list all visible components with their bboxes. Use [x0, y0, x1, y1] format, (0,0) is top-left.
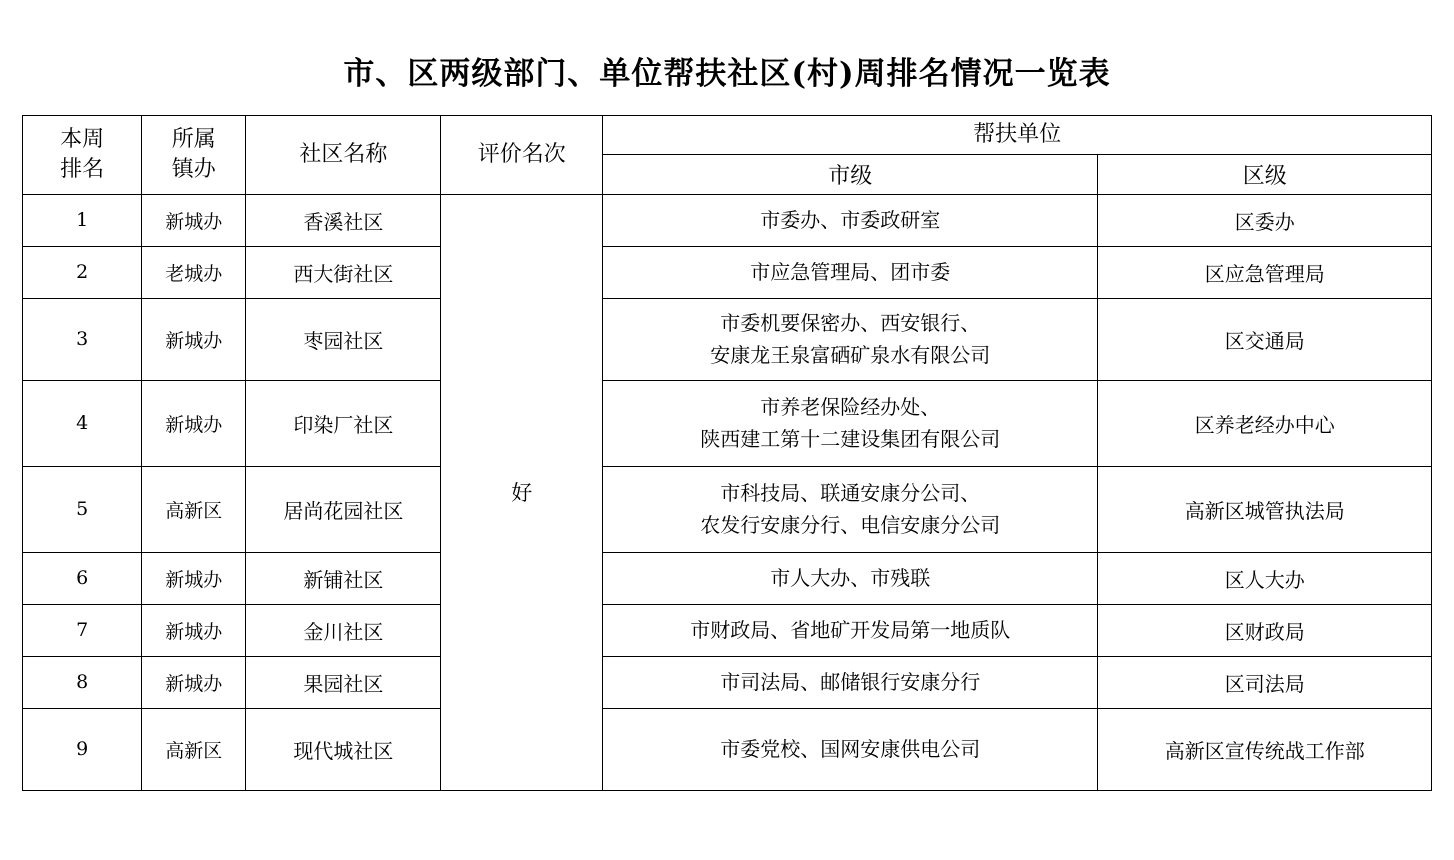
table-row — [23, 552, 1432, 604]
header-evaluation: 评价名次 — [441, 116, 603, 195]
cell-district-unit: 高新区宣传统战工作部 — [1098, 708, 1432, 790]
table-row — [23, 246, 1432, 298]
cell-city-units — [603, 466, 1098, 552]
cell-city-line: 市委办、市委政研室 — [760, 208, 941, 233]
cell-district-unit: 区养老经办中心 — [1098, 380, 1432, 466]
cell-city-line: 市委党校、国网安康供电公司 — [720, 737, 981, 762]
cell-rank: 8 — [23, 656, 142, 708]
cell-district-unit: 区人大办 — [1098, 552, 1432, 604]
cell-rank: 6 — [23, 552, 142, 604]
cell-rank: 4 — [23, 380, 142, 466]
cell-town: 新城办 — [142, 298, 246, 380]
cell-town: 新城办 — [142, 656, 246, 708]
cell-district-unit: 区财政局 — [1098, 604, 1432, 656]
cell-town: 老城办 — [142, 246, 246, 298]
header-rank — [23, 116, 142, 195]
cell-city-units — [603, 246, 1098, 298]
cell-town: 新城办 — [142, 380, 246, 466]
table-row — [23, 380, 1432, 466]
cell-city-line: 市司法局、邮储银行安康分行 — [720, 670, 981, 695]
cell-town: 新城办 — [142, 604, 246, 656]
cell-community: 香溪社区 — [246, 194, 441, 246]
cell-city-line: 陕西建工第十二建设集团有限公司 — [700, 427, 1001, 452]
ranking-table — [22, 115, 1432, 791]
cell-city-line: 市应急管理局、团市委 — [750, 260, 951, 285]
table-header-row-1 — [23, 116, 1432, 155]
cell-city-units — [603, 380, 1098, 466]
cell-district-unit: 区应急管理局 — [1098, 246, 1432, 298]
cell-city-units — [603, 552, 1098, 604]
cell-town: 新城办 — [142, 552, 246, 604]
cell-city-units — [603, 708, 1098, 790]
cell-district-unit: 区委办 — [1098, 194, 1432, 246]
header-rank-line1: 本周 — [60, 127, 105, 153]
cell-city-line: 市人大办、市残联 — [770, 566, 931, 591]
cell-city-line: 市财政局、省地矿开发局第一地质队 — [690, 618, 1011, 643]
cell-city-units — [603, 298, 1098, 380]
cell-city-line: 市科技局、联通安康分公司、 — [720, 481, 981, 506]
table-row — [23, 604, 1432, 656]
cell-rank: 5 — [23, 466, 142, 552]
table-row — [23, 656, 1432, 708]
cell-community: 果园社区 — [246, 656, 441, 708]
cell-evaluation: 好 — [441, 194, 603, 790]
cell-district-unit: 区交通局 — [1098, 298, 1432, 380]
cell-district-unit: 区司法局 — [1098, 656, 1432, 708]
header-community: 社区名称 — [246, 116, 441, 195]
cell-community: 居尚花园社区 — [246, 466, 441, 552]
header-district-level: 区级 — [1098, 154, 1432, 194]
cell-community: 西大街社区 — [246, 246, 441, 298]
table-row — [23, 298, 1432, 380]
cell-community: 现代城社区 — [246, 708, 441, 790]
cell-city-line: 市养老保险经办处、 — [760, 395, 941, 420]
cell-community: 印染厂社区 — [246, 380, 441, 466]
cell-rank: 3 — [23, 298, 142, 380]
header-city-level: 市级 — [603, 154, 1098, 194]
table-row — [23, 466, 1432, 552]
cell-town: 高新区 — [142, 708, 246, 790]
header-town-line2: 镇办 — [171, 156, 216, 182]
cell-rank: 1 — [23, 194, 142, 246]
header-town-line1: 所属 — [171, 127, 216, 153]
cell-city-units — [603, 194, 1098, 246]
header-town — [142, 116, 246, 195]
header-support-unit: 帮扶单位 — [603, 116, 1432, 155]
cell-town: 高新区 — [142, 466, 246, 552]
cell-city-line: 农发行安康分行、电信安康分公司 — [700, 513, 1001, 538]
cell-city-line: 市委机要保密办、西安银行、 — [720, 311, 981, 336]
cell-rank: 9 — [23, 708, 142, 790]
page-title: 市、区两级部门、单位帮扶社区(村)周排名情况一览表 — [343, 56, 1111, 92]
cell-city-units — [603, 604, 1098, 656]
cell-city-line: 安康龙王泉富硒矿泉水有限公司 — [710, 343, 991, 368]
cell-rank: 7 — [23, 604, 142, 656]
cell-rank: 2 — [23, 246, 142, 298]
table-row — [23, 194, 1432, 246]
cell-community: 金川社区 — [246, 604, 441, 656]
cell-district-unit: 高新区城管执法局 — [1098, 466, 1432, 552]
table-row — [23, 708, 1432, 790]
cell-community: 新铺社区 — [246, 552, 441, 604]
cell-city-units — [603, 656, 1098, 708]
cell-town: 新城办 — [142, 194, 246, 246]
cell-community: 枣园社区 — [246, 298, 441, 380]
header-rank-line2: 排名 — [60, 156, 105, 182]
